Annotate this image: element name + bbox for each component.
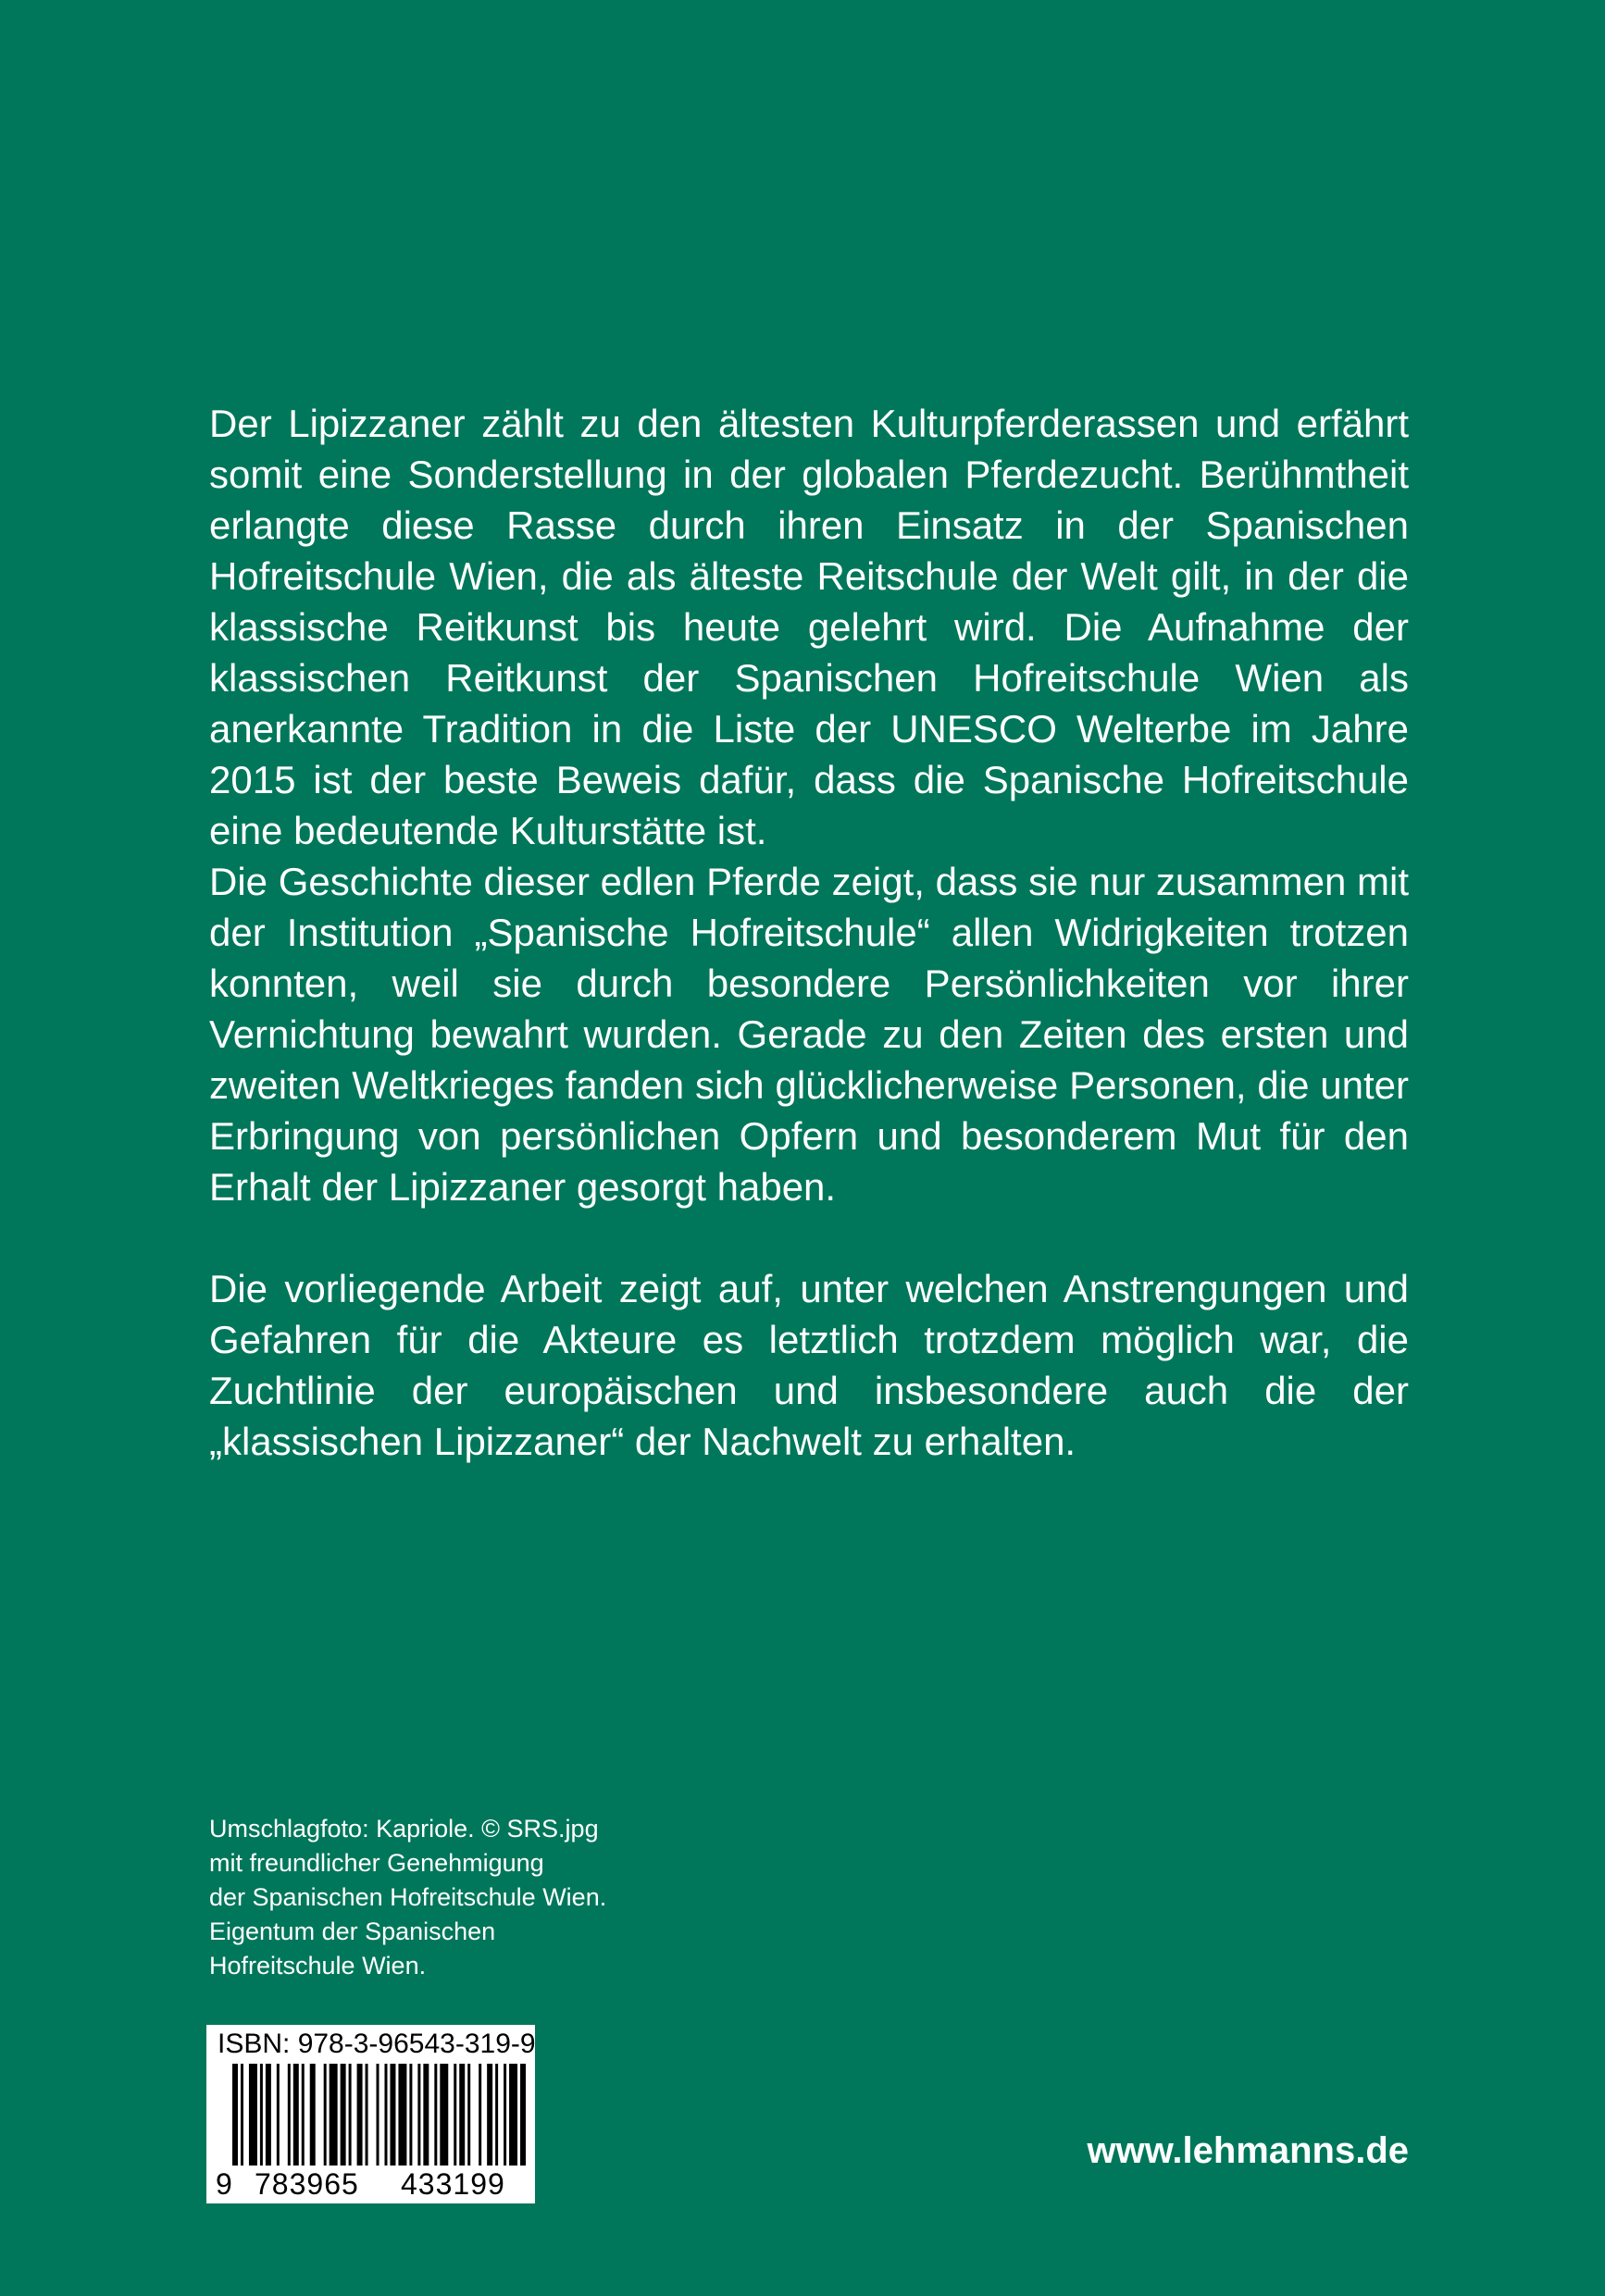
- barcode-bar: [288, 2064, 291, 2166]
- barcode-bar: [293, 2064, 299, 2166]
- barcode-bar: [349, 2064, 352, 2166]
- barcode-bar: [454, 2064, 456, 2166]
- barcode-bar: [509, 2064, 517, 2166]
- barcode-digit-lead: 9: [216, 2167, 232, 2201]
- barcode-bar: [232, 2064, 238, 2166]
- barcode-digit-group-1: 783965: [255, 2167, 359, 2201]
- barcode-bar: [467, 2064, 470, 2166]
- blurb-paragraph-3: Die vorliegende Arbeit zeigt auf, unter welchen Anstrengungen und Gefahren für die Akteure es letztlich trotzdem möglich war, die Zuchtlinie der europäischen und insbesondere auch die der „klassischen Lipizzaner“ der Nachwelt zu erhalten.: [209, 1267, 1409, 1463]
- barcode-bar: [423, 2064, 429, 2166]
- photo-credit-line: Eigentum der Spanischen: [209, 1917, 496, 1945]
- barcode-bar: [390, 2064, 395, 2166]
- barcode-digit-group-2: 433199: [401, 2167, 505, 2201]
- photo-credit-line: der Spanischen Hofreitschule Wien.: [209, 1883, 607, 1911]
- barcode-bar: [357, 2064, 363, 2166]
- barcode-bar: [249, 2064, 257, 2166]
- barcode-bar: [377, 2064, 379, 2166]
- barcode-bar: [324, 2064, 327, 2166]
- photo-credit: [209, 1812, 672, 1983]
- barcode-digits: [206, 2166, 535, 2203]
- barcode-bar: [520, 2064, 526, 2166]
- isbn-label: ISBN: 978-3-96543-319-9: [218, 2029, 536, 2059]
- photo-credit-line: Umschlagfoto: Kapriole. © SRS.jpg: [209, 1815, 599, 1843]
- blurb-paragraph-1: Der Lipizzaner zählt zu den ältesten Kulturpferderassen und erfährt somit eine Sonderstellung in der globalen Pferdezucht. Berühmtheit erlangte diese Rasse durch ihren Einsatz in der Spanischen Hofreitschule Wien, die als älteste Reitschule der Welt gilt, in der die klassische Reitkunst bis heute gelehrt wird. Die Aufnahme der klassischen Reitkunst der Spanischen Hofreitschule Wien als anerkannte Tradition in die Liste der UNESCO Welterbe im Jahre 2015 ist der beste Beweis dafür, dass die Spanische Hofreitschule eine bedeutende Kulturstätte ist.: [209, 402, 1409, 852]
- barcode-bar: [504, 2064, 506, 2166]
- barcode-bar: [241, 2064, 243, 2166]
- barcode-bar: [479, 2064, 481, 2166]
- barcode-bar: [310, 2064, 316, 2166]
- barcode-bar: [384, 2064, 387, 2166]
- barcode-bar: [277, 2064, 280, 2166]
- photo-credit-line: mit freundlicher Genehmigung: [209, 1849, 544, 1877]
- blurb-paragraph-2: Die Geschichte dieser edlen Pferde zeigt, dass sie nur zusammen mit der Institution „Spanische Hofreitschule“ allen Widrigkeiten trotzen konnten, weil sie durch besondere Persönlichkeiten vor ihrer Vernichtung bewahrt wurden. Gerade zu den Zeiten des ersten und zweiten Weltkrieges fanden sich glücklicherweise Personen, die unter Erbringung von persönlichen Opfern und besonderem Mut für den Erhalt der Lipizzaner gesorgt haben.: [209, 860, 1409, 1209]
- barcode-bar: [302, 2064, 305, 2166]
- barcode-bar: [366, 2064, 368, 2166]
- photo-credit-line: Hofreitschule Wien.: [209, 1952, 427, 1980]
- barcode-bar: [409, 2064, 412, 2166]
- barcode-icon: [232, 2064, 529, 2166]
- barcode-bar: [440, 2064, 448, 2166]
- barcode-bar: [487, 2064, 492, 2166]
- barcode-bar: [398, 2064, 406, 2166]
- barcode-bar: [459, 2064, 465, 2166]
- barcode-bar: [434, 2064, 437, 2166]
- barcode-bar: [266, 2064, 271, 2166]
- barcode-bar: [417, 2064, 420, 2166]
- barcode-bar: [341, 2064, 346, 2166]
- isbn-barcode-box: [206, 2025, 535, 2203]
- barcode-bar: [260, 2064, 263, 2166]
- barcode-bar: [330, 2064, 338, 2166]
- barcode-bar: [495, 2064, 498, 2166]
- publisher-website[interactable]: www.lehmanns.de: [1087, 2130, 1409, 2171]
